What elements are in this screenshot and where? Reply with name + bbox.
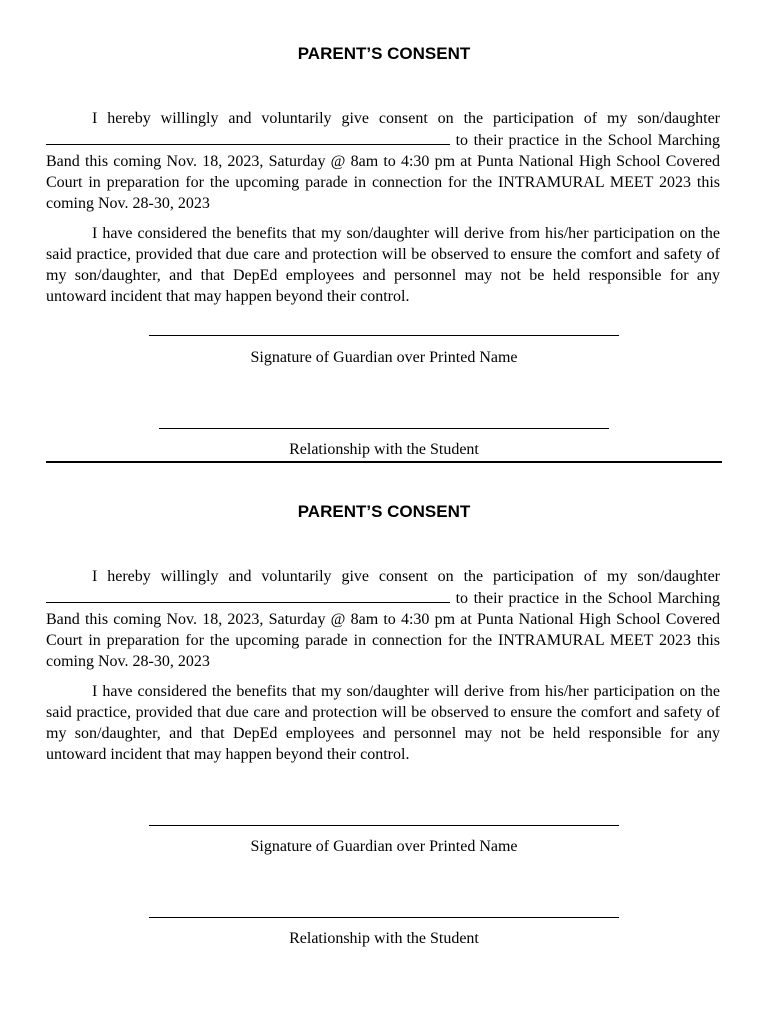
signature-label: Signature of Guardian over Printed Name [250,838,518,855]
relationship-label: Relationship with the Student [289,441,479,458]
benefits-paragraph: I have considered the benefits that my son/daughter will derive from his/her participation on the said practice, provided that due care and protection will be observed to ensure the comfort and safety of my son/daughter, and that DepEd employees and personnel may not be held responsible for any untoward incident that may happen beyond their control. [46,683,720,763]
consent-text-start: I hereby willingly and voluntarily give consent on the participation of my son/daughter [92,110,720,127]
signature-line[interactable] [149,335,619,336]
student-name-field[interactable] [46,129,450,145]
student-name-field[interactable] [46,587,450,603]
form-title: PARENT’S CONSENT [297,44,471,63]
benefits-paragraph: I have considered the benefits that my son/daughter will derive from his/her participation on the said practice, provided that due care and protection will be observed to ensure the comfort and safety of my son/daughter, and that DepEd employees and personnel may not be held responsible for any untoward incident that may happen beyond their control. [46,225,720,305]
consent-paragraph [46,108,720,214]
consent-text-start: I hereby willingly and voluntarily give consent on the participation of my son/daughter [92,568,720,585]
cut-divider [46,461,722,463]
form-title: PARENT’S CONSENT [297,502,471,521]
relationship-label: Relationship with the Student [289,930,479,947]
signature-line[interactable] [149,825,619,826]
relationship-line[interactable] [159,428,609,429]
consent-paragraph [46,566,720,672]
consent-text-end: to their practice in the School Marching Band this coming Nov. 18, 2023, Saturday @ 8am to 4:30 pm at Punta National High School Covered Court in preparation for the upcoming parade in connection for the INTRAMURAL MEET 2023 this coming Nov. 28-30, 2023 [46,132,720,212]
signature-label: Signature of Guardian over Printed Name [250,349,518,366]
consent-text-end: to their practice in the School Marching Band this coming Nov. 18, 2023, Saturday @ 8am to 4:30 pm at Punta National High School Covered Court in preparation for the upcoming parade in connection for the INTRAMURAL MEET 2023 this coming Nov. 28-30, 2023 [46,590,720,670]
relationship-line[interactable] [149,917,619,918]
